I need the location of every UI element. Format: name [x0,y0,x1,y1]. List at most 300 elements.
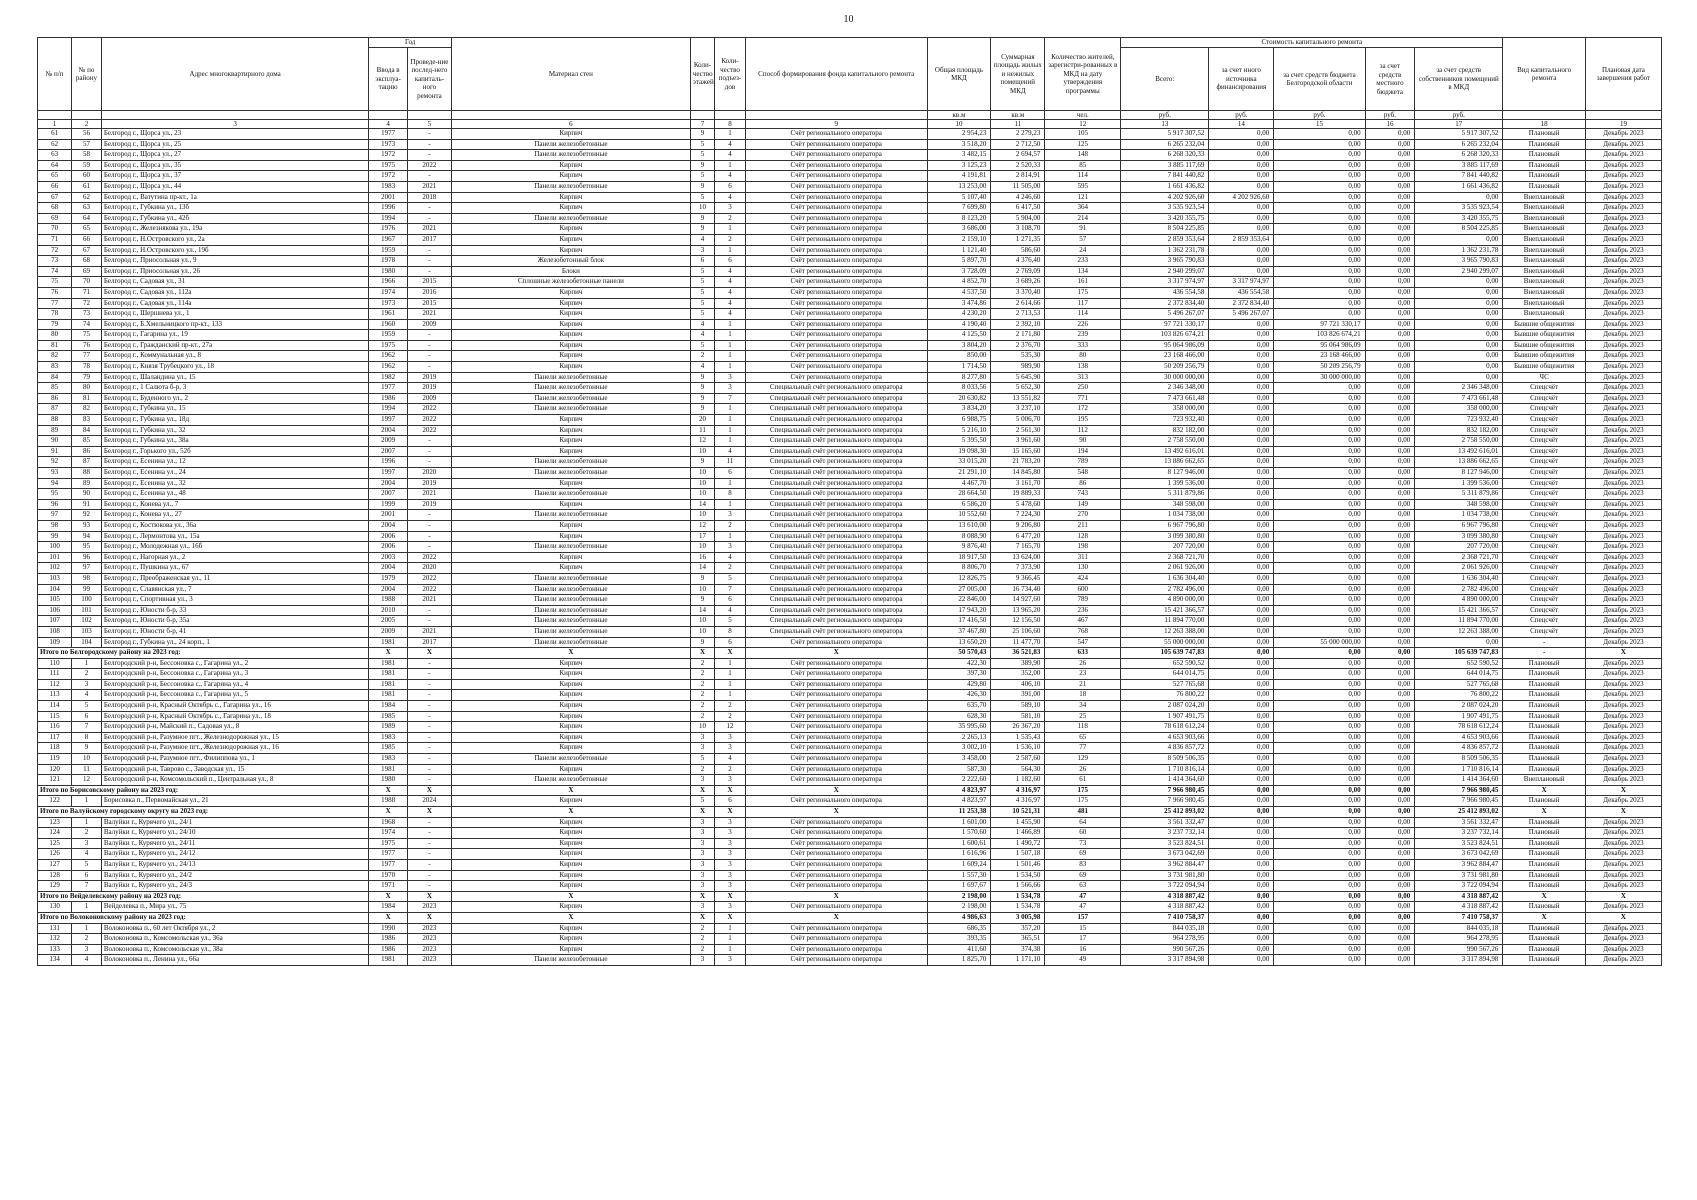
cell-repair-type: Спецсчёт [1503,573,1586,584]
cell-floors: 5 [690,309,714,320]
cell-repair-type: Бывшие общежития [1503,340,1586,351]
cell-residents: 121 [1045,192,1121,203]
table-row [38,446,1662,457]
cell-repair-type: Спецсчёт [1503,595,1586,606]
cell-other-source: 0,00 [1209,213,1274,224]
cell-total-cost: 2 061 926,00 [1121,563,1209,574]
cell-local-budget: 0,00 [1365,573,1415,584]
cell-entrances: 4 [715,277,746,288]
cell-owners-funds: 3 561 332,47 [1415,817,1503,828]
cell-residents: 47 [1045,891,1121,902]
cell-repair-type: Спецсчёт [1503,393,1586,404]
cell-total-area: 8 123,20 [927,213,991,224]
cell-repair-type: Спецсчёт [1503,404,1586,415]
cell-year-built: 1982 [369,372,408,383]
cell-residents: 157 [1045,912,1121,923]
cell-address: Волоконовка п., 60 лет Октября ул., 2 [101,923,369,934]
header-total-cost: Всего: [1121,48,1209,111]
cell-deadline: Декабрь 2023 [1585,838,1661,849]
cell-year-last-repair: - [407,457,451,468]
table-row [38,817,1662,828]
table-row [38,351,1662,362]
cell-total-cost: 1 414 364,60 [1121,775,1209,786]
cell-num: 80 [38,330,72,341]
cell-total-area: 850,00 [927,351,991,362]
cell-wall: Кирпич [451,944,690,955]
cell-address: Белгород г., Есенина ул., 32 [101,478,369,489]
cell-regional-budget: 0,00 [1274,531,1365,542]
unit-label: руб. [1365,111,1415,120]
cell-entrances: 1 [715,499,746,510]
cell-repair-type: Плановый [1503,679,1586,690]
cell-district-num: 101 [72,605,102,616]
column-number: 7 [690,120,714,129]
cell-total-cost: 2 940 299,07 [1121,266,1209,277]
cell-deadline: Декабрь 2023 [1585,192,1661,203]
cell-total-cost: 13 492 616,01 [1121,446,1209,457]
cell-num: 86 [38,393,72,404]
cell-year-built: 1980 [369,775,408,786]
cell-deadline: Декабрь 2023 [1585,298,1661,309]
cell-num: 106 [38,605,72,616]
cell-wall: Кирпич [451,679,690,690]
cell-fund: X [745,912,927,923]
cell-deadline: Декабрь 2023 [1585,362,1661,373]
table-row [38,436,1662,447]
cell-deadline: Декабрь 2023 [1585,351,1661,362]
cell-other-source: 0,00 [1209,817,1274,828]
cell-address: Белгород г., Щорса ул., 27 [101,150,369,161]
cell-year-last-repair: 2017 [407,637,451,648]
cell-floors: 9 [690,404,714,415]
cell-local-budget: 0,00 [1365,213,1415,224]
cell-fund: Счёт регионального оператора [745,711,927,722]
cell-local-budget: 0,00 [1365,436,1415,447]
cell-total-cost: 527 765,68 [1121,679,1209,690]
cell-repair-type: Бывшие общежития [1503,362,1586,373]
cell-entrances: 1 [715,478,746,489]
cell-residents: 57 [1045,234,1121,245]
cell-deadline: Декабрь 2023 [1585,817,1661,828]
cell-wall: Кирпич [451,287,690,298]
cell-year-built: 1984 [369,902,408,913]
cell-other-source: 0,00 [1209,351,1274,362]
cell-total-area: 686,35 [927,923,991,934]
cell-owners-funds: 5 311 879,86 [1415,489,1503,500]
cell-deadline: Декабрь 2023 [1585,605,1661,616]
cell-total-cost: 3 561 332,47 [1121,817,1209,828]
cell-local-budget: 0,00 [1365,129,1415,140]
cell-address: Волоконовка п., Комсомольская ул., 36а [101,934,369,945]
cell-regional-budget: 0,00 [1274,573,1365,584]
cell-deadline: Декабрь 2023 [1585,669,1661,680]
cell-living-area: 2 279,23 [991,129,1045,140]
cell-total-area: 6 988,75 [927,415,991,426]
cell-year-built: 1970 [369,870,408,881]
cell-district-num: 4 [72,955,102,966]
cell-wall: Сплошные железобетонные панели [451,277,690,288]
cell-total-cost: 4 890 000,00 [1121,595,1209,606]
cell-local-budget: 0,00 [1365,425,1415,436]
cell-living-area: 352,00 [991,669,1045,680]
header-regional-budget: за счет средств бюджета Белгородской области [1274,48,1365,111]
cell-total-area: 587,30 [927,764,991,775]
cell-residents: 47 [1045,902,1121,913]
cell-entrances: 4 [715,287,746,298]
cell-fund: X [745,648,927,659]
cell-total-cost: 4 653 903,66 [1121,732,1209,743]
cell-other-source: 0,00 [1209,552,1274,563]
cell-entrances: X [715,785,746,796]
cell-owners-funds: 0,00 [1415,298,1503,309]
cell-entrances: 3 [715,838,746,849]
cell-living-area: 1 507,18 [991,849,1045,860]
cell-num: 126 [38,849,72,860]
cell-living-area: 389,90 [991,658,1045,669]
cell-floors: 2 [690,351,714,362]
cell-deadline: Декабрь 2023 [1585,934,1661,945]
cell-district-num: 2 [72,828,102,839]
cell-district-num: 100 [72,595,102,606]
cell-living-area: 5 904,00 [991,213,1045,224]
cell-year-built: 2006 [369,531,408,542]
table-row [38,701,1662,712]
cell-living-area: 1 536,10 [991,743,1045,754]
cell-year-last-repair: 2015 [407,277,451,288]
cell-address: Белгородский р-н, Бессоновка с., Гагарина ул., 2 [101,658,369,669]
cell-total-area: 13 610,00 [927,520,991,531]
cell-address: Белгородский р-н, Разумное пгт., Железнодорожная ул., 15 [101,732,369,743]
cell-total-cost: 5 917 307,52 [1121,129,1209,140]
cell-year-last-repair: 2021 [407,309,451,320]
cell-floors: 2 [690,658,714,669]
cell-repair-type: Спецсчёт [1503,626,1586,637]
cell-living-area: 9 366,45 [991,573,1045,584]
table-row [38,711,1662,722]
cell-fund: Счёт регионального оператора [745,129,927,140]
cell-floors: 2 [690,690,714,701]
cell-local-budget: 0,00 [1365,658,1415,669]
cell-owners-funds: 4 653 903,66 [1415,732,1503,743]
cell-entrances: 1 [715,340,746,351]
cell-year-built: 1989 [369,722,408,733]
cell-local-budget: 0,00 [1365,362,1415,373]
cell-repair-type: Внеплановый [1503,256,1586,267]
cell-repair-type: Плановый [1503,817,1586,828]
column-number: 5 [407,120,451,129]
cell-entrances: X [715,648,746,659]
cell-num: 88 [38,415,72,426]
cell-total-cost: 76 800,22 [1121,690,1209,701]
header-wall: Материал стен [451,38,690,111]
cell-year-built: 2001 [369,510,408,521]
table-row [38,679,1662,690]
cell-regional-budget: 0,00 [1274,743,1365,754]
cell-other-source: 0,00 [1209,404,1274,415]
cell-owners-funds: 11 894 770,00 [1415,616,1503,627]
cell-other-source: 0,00 [1209,510,1274,521]
cell-floors: 3 [690,881,714,892]
cell-repair-type: Внеплановый [1503,192,1586,203]
cell-repair-type: - [1503,637,1586,648]
cell-residents: 771 [1045,393,1121,404]
cell-wall: Кирпич [451,531,690,542]
cell-regional-budget: 0,00 [1274,955,1365,966]
table-row [38,838,1662,849]
table-row [38,754,1662,765]
cell-repair-type: Плановый [1503,934,1586,945]
cell-owners-funds: 0,00 [1415,637,1503,648]
table-row [38,743,1662,754]
cell-address: Белгород г., Губкина ул., 18д [101,415,369,426]
cell-num: 119 [38,754,72,765]
table-row [38,573,1662,584]
cell-floors: 9 [690,393,714,404]
cell-entrances: 2 [715,711,746,722]
cell-wall: X [451,807,690,818]
table-row [38,425,1662,436]
cell-wall: Кирпич [451,902,690,913]
district-total-row [38,891,1662,902]
cell-regional-budget: 0,00 [1274,616,1365,627]
cell-address: Белгород г., Молодежная ул., 16б [101,542,369,553]
cell-owners-funds: 0,00 [1415,351,1503,362]
cell-living-area: 11 477,70 [991,637,1045,648]
cell-floors: 17 [690,531,714,542]
cell-num: 125 [38,838,72,849]
table-row [38,256,1662,267]
cell-repair-type: Спецсчёт [1503,425,1586,436]
cell-repair-type: Плановый [1503,743,1586,754]
cell-deadline: Декабрь 2023 [1585,234,1661,245]
cell-local-budget: 0,00 [1365,955,1415,966]
cell-other-source: 0,00 [1209,722,1274,733]
cell-owners-funds: 844 035,18 [1415,923,1503,934]
cell-fund: Счёт регионального оператора [745,245,927,256]
cell-year-built: 1972 [369,171,408,182]
cell-fund: Счёт регионального оператора [745,955,927,966]
cell-residents: 49 [1045,955,1121,966]
cell-total-cost: 6 967 796,80 [1121,520,1209,531]
cell-other-source: 0,00 [1209,902,1274,913]
cell-address: Вейделевка п., Мира ул., 75 [101,902,369,913]
cell-total-area: 8 088,90 [927,531,991,542]
cell-deadline: X [1585,891,1661,902]
header-entrances: Коли-чество подъез-дов [715,38,746,111]
cell-deadline: Декабрь 2023 [1585,393,1661,404]
header-cost-group: Стоимость капитального ремонта [1121,38,1503,48]
cell-local-budget: 0,00 [1365,351,1415,362]
cell-residents: 768 [1045,626,1121,637]
cell-total-area: 28 664,50 [927,489,991,500]
cell-deadline: Декабрь 2023 [1585,129,1661,140]
cell-district-num: 87 [72,457,102,468]
cell-year-built: 1962 [369,351,408,362]
cell-address: Белгород г., Лермонтова ул., 15а [101,531,369,542]
cell-other-source: 0,00 [1209,690,1274,701]
cell-other-source: 0,00 [1209,573,1274,584]
cell-local-budget: 0,00 [1365,234,1415,245]
cell-district-num: 70 [72,277,102,288]
cell-regional-budget: 0,00 [1274,732,1365,743]
cell-owners-funds: 8 127 946,00 [1415,468,1503,479]
cell-other-source: 0,00 [1209,923,1274,934]
header-year-group: Год [369,38,452,48]
cell-year-last-repair: - [407,520,451,531]
cell-district-num: 72 [72,298,102,309]
cell-wall: Панели железобетонные [451,468,690,479]
cell-deadline: X [1585,785,1661,796]
cell-owners-funds: 2 782 496,00 [1415,584,1503,595]
cell-residents: 172 [1045,404,1121,415]
cell-fund: Специальный счёт регионального оператора [745,446,927,457]
cell-total-area: 17 416,50 [927,616,991,627]
cell-total-cost: 95 064 986,09 [1121,340,1209,351]
cell-residents: 236 [1045,605,1121,616]
cell-year-built: 1983 [369,181,408,192]
cell-fund: Счёт регионального оператора [745,139,927,150]
cell-owners-funds: 2 758 550,00 [1415,436,1503,447]
cell-local-budget: 0,00 [1365,266,1415,277]
cell-residents: 467 [1045,616,1121,627]
cell-address: Белгородский р-н, Таврово с., Заводская ул., 15 [101,764,369,775]
cell-fund: Специальный счёт регионального оператора [745,468,927,479]
cell-wall: X [451,648,690,659]
cell-year-built: 1973 [369,298,408,309]
cell-total-area: 4 230,20 [927,309,991,320]
cell-living-area: 16 734,40 [991,584,1045,595]
cell-regional-budget: 0,00 [1274,277,1365,288]
cell-floors: X [690,648,714,659]
cell-regional-budget: 0,00 [1274,234,1365,245]
cell-deadline: Декабрь 2023 [1585,383,1661,394]
cell-total-area: 2 159,10 [927,234,991,245]
cell-repair-type: Внеплановый [1503,287,1586,298]
header-total-area: Общая площадь МКД [927,38,991,111]
cell-year-built: 1988 [369,796,408,807]
cell-owners-funds: 4 318 887,42 [1415,891,1503,902]
cell-other-source: 0,00 [1209,499,1274,510]
cell-regional-budget: 95 064 986,09 [1274,340,1365,351]
column-number: 4 [369,120,408,129]
cell-total-area: 20 630,82 [927,393,991,404]
cell-local-budget: 0,00 [1365,859,1415,870]
cell-residents: 481 [1045,807,1121,818]
cell-total-cost: 3 535 923,54 [1121,203,1209,214]
cell-year-last-repair: 2018 [407,192,451,203]
cell-address: Белгород г., 1 Салюта б-р, 3 [101,383,369,394]
cell-floors: 4 [690,319,714,330]
cell-repair-type: Внеплановый [1503,277,1586,288]
cell-local-budget: 0,00 [1365,415,1415,426]
cell-fund: Счёт регионального оператора [745,171,927,182]
cell-regional-budget: 0,00 [1274,224,1365,235]
cell-regional-budget: 0,00 [1274,754,1365,765]
cell-fund: Счёт регионального оператора [745,732,927,743]
table-row [38,139,1662,150]
cell-year-built: 1959 [369,330,408,341]
cell-repair-type: X [1503,912,1586,923]
cell-residents: 90 [1045,436,1121,447]
cell-num: 113 [38,690,72,701]
cell-fund: Счёт регионального оператора [745,669,927,680]
cell-regional-budget: 0,00 [1274,520,1365,531]
header-repair-type: Вид капитального ремонта [1503,38,1586,111]
table-row [38,489,1662,500]
cell-owners-funds: 3 962 884,47 [1415,859,1503,870]
cell-wall: Кирпич [451,881,690,892]
cell-total-area: 8 033,56 [927,383,991,394]
cell-district-num: 88 [72,468,102,479]
cell-living-area: 1 490,72 [991,838,1045,849]
cell-year-built: 1981 [369,690,408,701]
cell-owners-funds: 13 492 616,01 [1415,446,1503,457]
cell-local-budget: 0,00 [1365,679,1415,690]
cell-local-budget: 0,00 [1365,669,1415,680]
cell-total-cost: 652 590,52 [1121,658,1209,669]
cell-address: Белгород г., Щорса ул., 44 [101,181,369,192]
cell-owners-funds: 15 421 366,57 [1415,605,1503,616]
cell-living-area: 3 961,60 [991,436,1045,447]
cell-num: 112 [38,679,72,690]
cell-wall: Кирпич [451,499,690,510]
cell-local-budget: 0,00 [1365,563,1415,574]
cell-local-budget: 0,00 [1365,330,1415,341]
cell-district-num: 91 [72,499,102,510]
cell-repair-type: Спецсчёт [1503,468,1586,479]
cell-year-built: 1977 [369,849,408,860]
cell-residents: 313 [1045,372,1121,383]
cell-total-area: 3 458,00 [927,754,991,765]
cell-repair-type: Плановый [1503,838,1586,849]
cell-residents: 311 [1045,552,1121,563]
cell-entrances: 3 [715,510,746,521]
cell-address: Борисовка п., Первомайская ул., 21 [101,796,369,807]
cell-year-built: 1975 [369,340,408,351]
cell-year-last-repair: X [407,912,451,923]
cell-num: 130 [38,902,72,913]
cell-floors: 9 [690,224,714,235]
cell-year-built: 1996 [369,457,408,468]
cell-total-area: 4 190,40 [927,319,991,330]
cell-wall: Панели железобетонные [451,181,690,192]
cell-repair-type: Плановый [1503,754,1586,765]
cell-fund: Счёт регионального оператора [745,637,927,648]
cell-district-num: 86 [72,446,102,457]
cell-other-source: 0,00 [1209,383,1274,394]
cell-residents: 128 [1045,531,1121,542]
cell-local-budget: 0,00 [1365,203,1415,214]
cell-local-budget: 0,00 [1365,287,1415,298]
cell-district-num: 60 [72,171,102,182]
unit-label: кв.м [991,111,1045,120]
cell-year-built: 1986 [369,934,408,945]
cell-district-num: 1 [72,817,102,828]
header-other-source: за счет иного источника финансирования [1209,48,1274,111]
cell-floors: 9 [690,160,714,171]
cell-year-built: 1983 [369,754,408,765]
cell-regional-budget: 23 168 466,00 [1274,351,1365,362]
cell-num: 61 [38,129,72,140]
cell-floors: 5 [690,287,714,298]
cell-address: Волоконовка п., Комсомольская ул., 38а [101,944,369,955]
cell-local-budget: 0,00 [1365,785,1415,796]
cell-residents: 226 [1045,319,1121,330]
cell-floors: 5 [690,298,714,309]
cell-total-area: 3 834,20 [927,404,991,415]
cell-district-num: 94 [72,531,102,542]
cell-wall: Панели железобетонные [451,457,690,468]
